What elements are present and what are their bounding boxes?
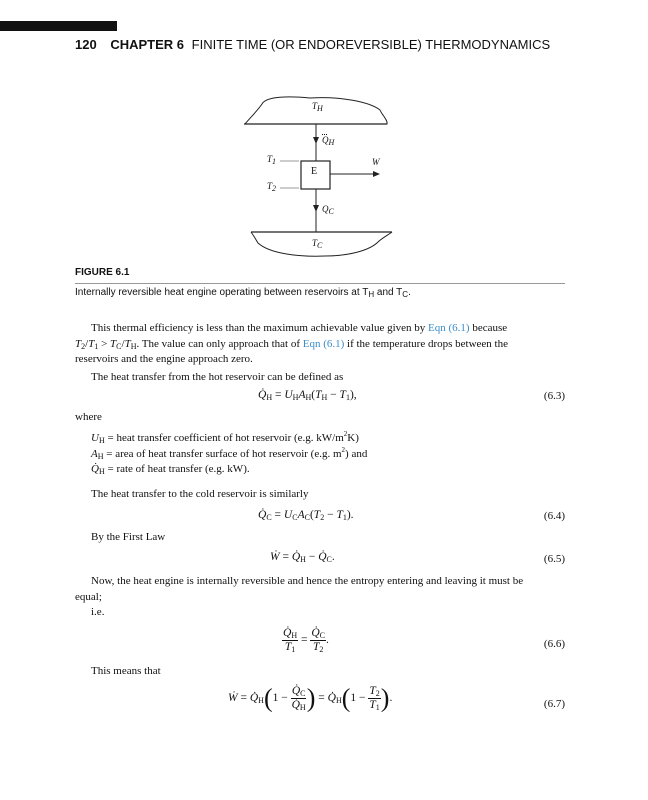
paragraph-hot: The heat transfer from the hot reservoir can be defined as	[91, 371, 344, 383]
equation-number: (6.6)	[543, 638, 565, 650]
equation-6-7: Ẇ = $Q̇_H(1$ − $\frac{Q̇_C}{Q̇_H}$ ) = $Q̇_H(1$ − $\frac{T_2}{T_1}$ ).	[228, 683, 393, 713]
ie-label: i.e.	[91, 606, 105, 618]
paragraph-first-law: By the First Law	[91, 531, 166, 543]
paragraph-efficiency: This thermal efficiency is less than the maximum achievable value given by Eqn (6.1) because $T_2/T_1 > T_C/T_H$. The value can only approach that of Eqn (6.1) if the temperature drops between the reservoirs and the engine approach zero.	[75, 322, 508, 365]
equation-number: (6.4)	[543, 510, 565, 522]
equation-number: (6.7)	[543, 698, 565, 710]
definition-ah: $A_H$ = area of heat transfer surface of hot reservoir (e.g. $m^2$) and	[91, 445, 368, 461]
qh-arrow	[313, 137, 319, 144]
figure-caption-title: FIGURE 6.1	[75, 267, 130, 278]
chapter-label: CHAPTER 6	[110, 37, 185, 52]
qc-arrow	[313, 205, 319, 212]
chapter-title: FINITE TIME (OR ENDOREVERSIBLE) THERMODYNAMICS	[191, 37, 551, 52]
equation-number: (6.5)	[543, 553, 565, 565]
header-bar	[0, 21, 117, 31]
eqn-link[interactable]: Eqn (6.1)	[428, 322, 470, 334]
label-t1: $T_1$	[267, 154, 277, 166]
where-label: where	[75, 411, 102, 423]
equation-6-5: Ẇ = $Q̇_H$ − $Q̇_C$.	[270, 551, 335, 564]
equation-6-6: $\frac{Q̇_H}{T_1}$ = $\frac{Q̇_C}{T_2}$ .	[283, 627, 329, 654]
paragraph-entropy-cont: equal;	[75, 591, 102, 603]
label-t2: $T_2$	[267, 181, 277, 193]
paragraph-means: This means that	[91, 665, 161, 677]
heat-engine-diagram	[230, 90, 410, 260]
label-w: W	[372, 157, 380, 167]
label-th: $T_H$	[312, 101, 323, 113]
equation-number: (6.3)	[543, 390, 565, 402]
equation-6-3: $Q̇_H = U_HA_H(T_H - T_1)$,	[258, 389, 357, 402]
definition-uh: $U_H$ = heat transfer coefficient of hot reservoir (e.g. $kW/m^2K$)	[91, 430, 359, 445]
label-engine: E	[311, 166, 318, 177]
label-qh: $Q_H$	[322, 135, 335, 147]
work-arrow	[373, 171, 380, 177]
definition-list	[91, 431, 367, 478]
label-qc: $Q_C$	[322, 204, 334, 216]
label-tc: $T_C$	[312, 238, 323, 250]
caption-rule	[75, 283, 565, 284]
definition-qh: $Q̇_H$ = rate of heat transfer (e.g. kW).	[91, 463, 250, 476]
running-header	[75, 37, 550, 52]
eqn-link[interactable]: Eqn (6.1)	[302, 337, 345, 350]
page-number: 120	[75, 37, 97, 52]
equation-6-4: $Q̇_C = U_CA_C(T_2 - T_1)$.	[258, 509, 354, 522]
paragraph-entropy: Now, the heat engine is internally reversible and hence the entropy entering and leaving it must be	[91, 575, 524, 587]
paragraph-cold: The heat transfer to the cold reservoir is similarly	[91, 488, 309, 500]
figure-caption: Internally reversible heat engine operating between reservoirs at $T_H$ and $T_C$.	[75, 287, 411, 299]
